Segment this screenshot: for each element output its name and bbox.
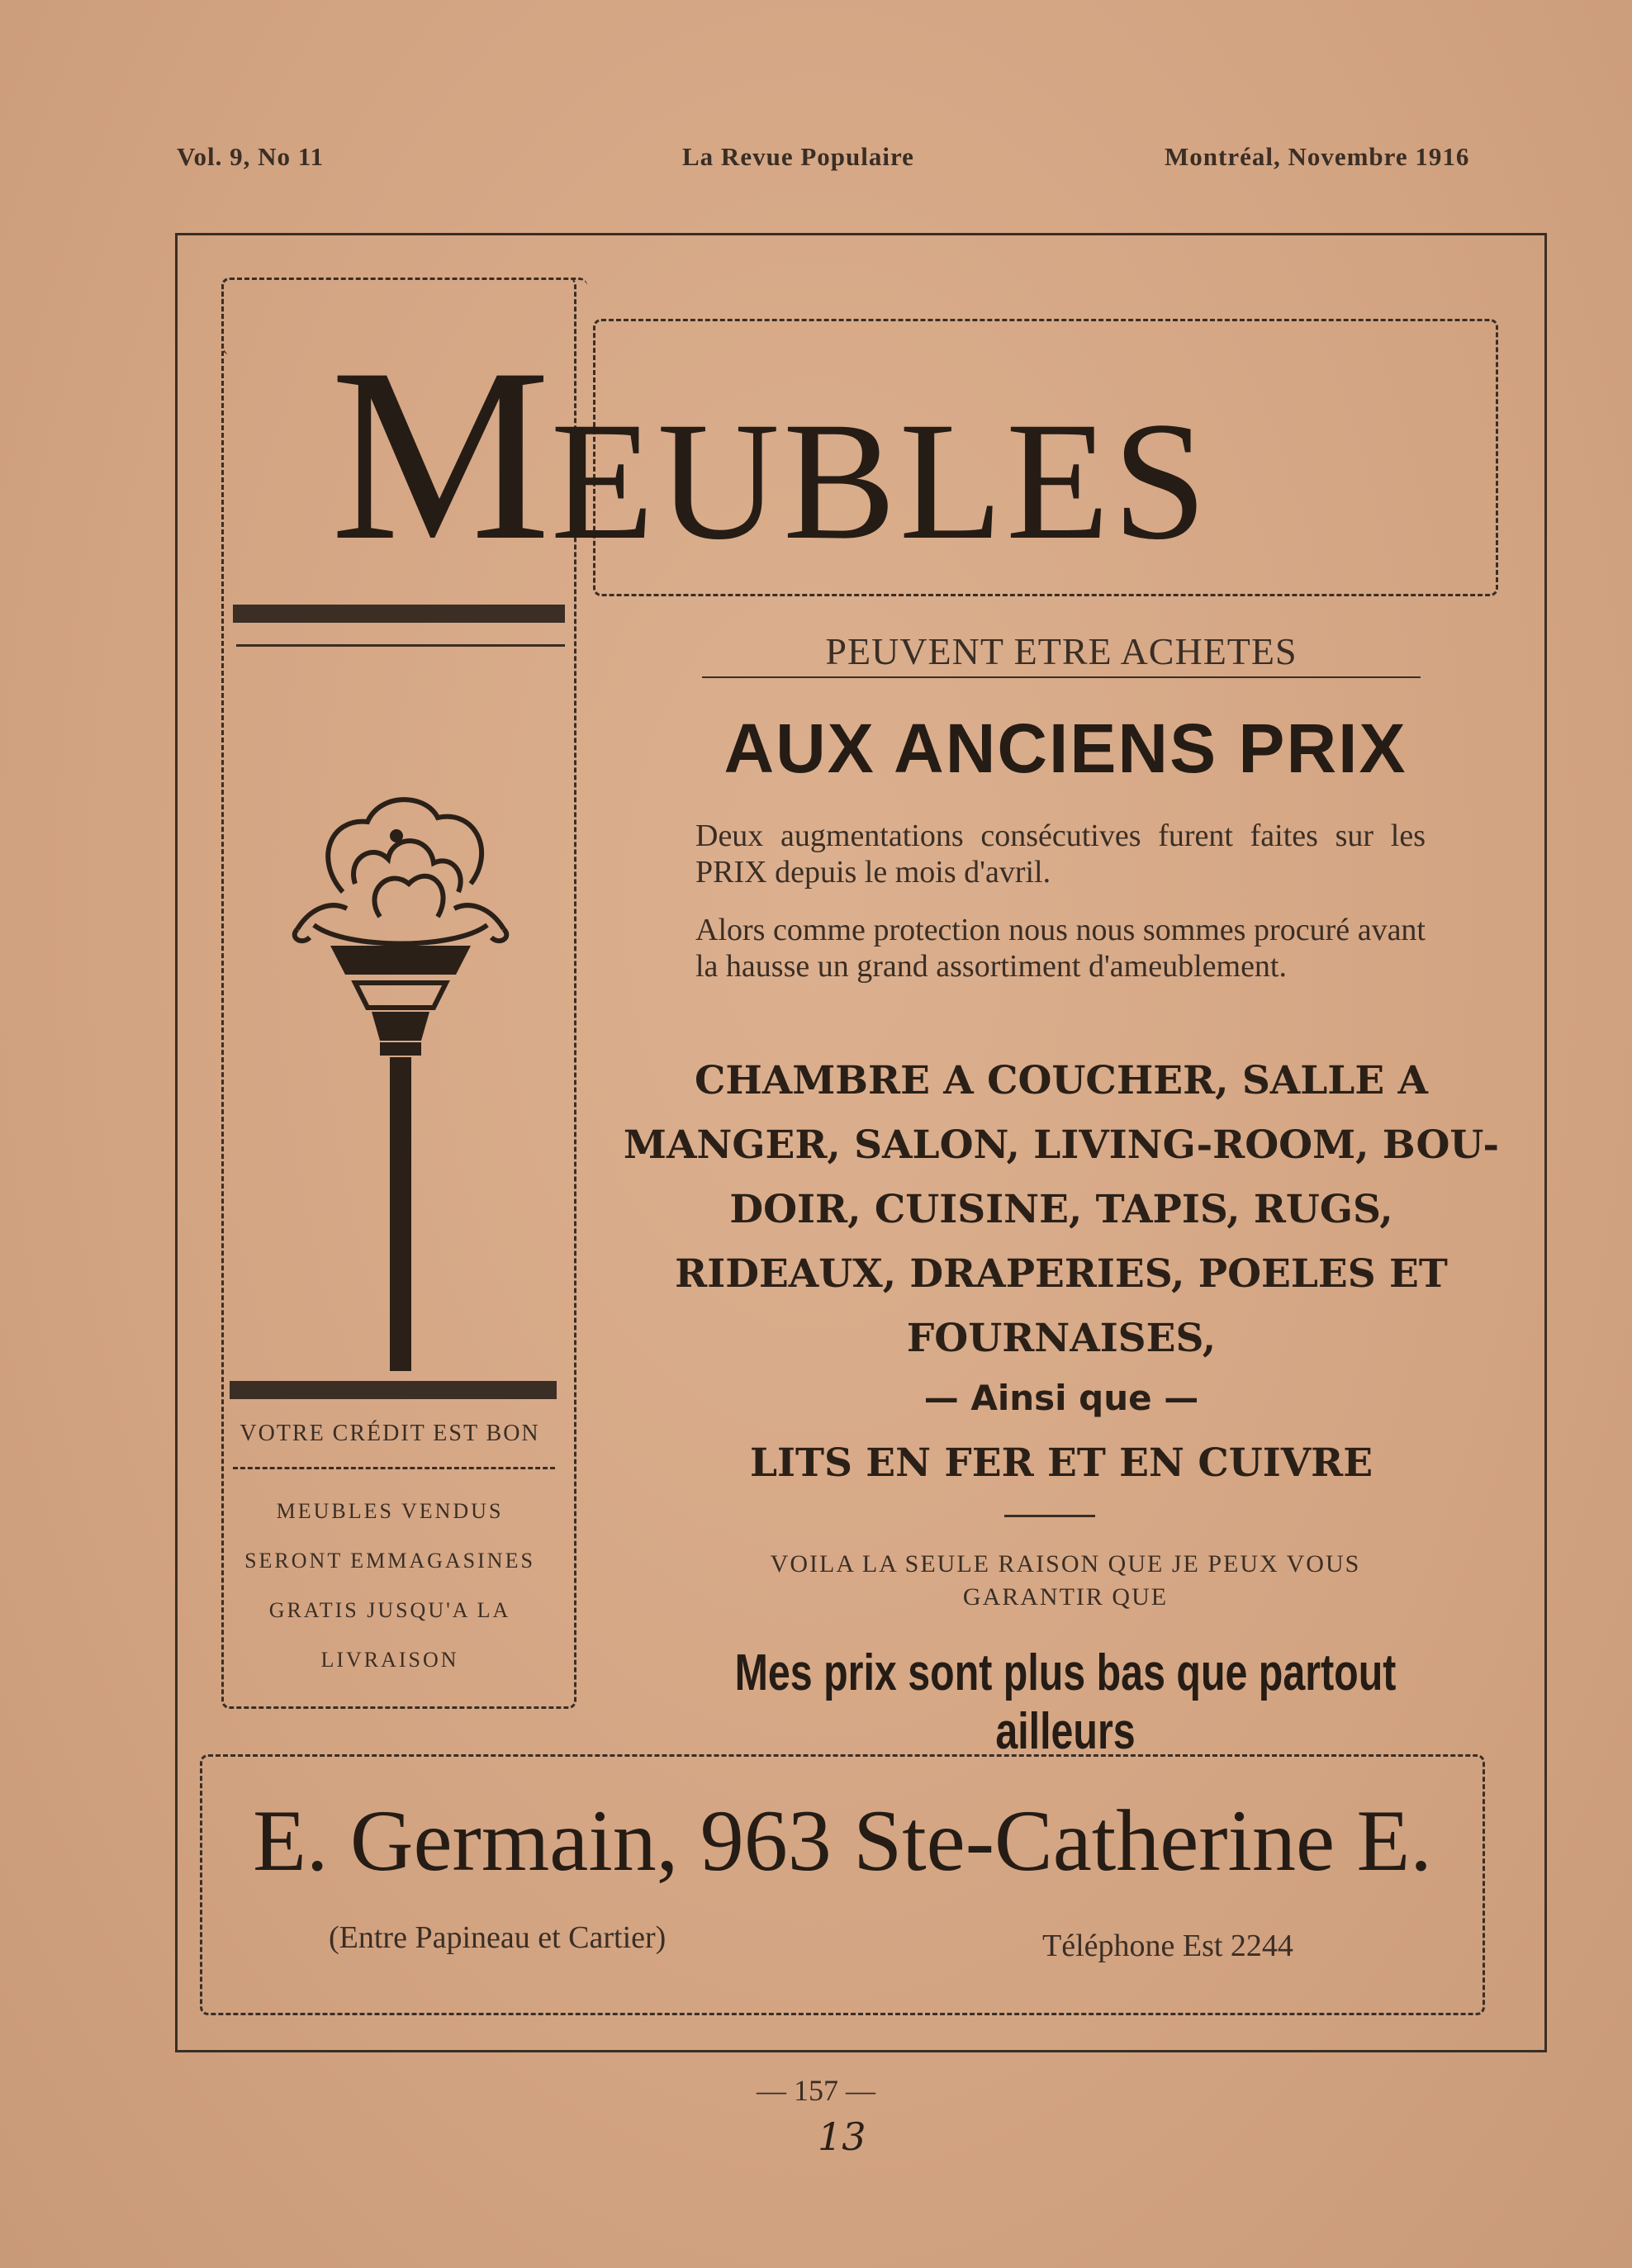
- paragraph-price-increase: Deux augmentations consécutives furent faites sur les PRIX depuis le mois d'avril.: [695, 818, 1426, 890]
- storage-line: GRATIS JUSQU'A LA: [268, 1598, 511, 1622]
- page-number: — 157 —: [757, 2074, 875, 2107]
- guarantee-line: GARANTIR QUE: [962, 1583, 1169, 1611]
- storage-line: SERONT EMMAGASINES: [244, 1549, 535, 1573]
- title-rest: EUBLES: [550, 387, 1211, 575]
- place-date: Montréal, Novembre 1916: [1165, 142, 1470, 171]
- product-line: MANGER, SALON, LIVING-ROOM, BOU-: [623, 1122, 1500, 1168]
- headline: AUX ANCIENS PRIX: [723, 709, 1407, 787]
- merchant-address: E. Germain, 963 Ste-Catherine E.: [253, 1792, 1432, 1889]
- handwritten-number: 13: [818, 2114, 866, 2159]
- product-line: CHAMBRE A COUCHER, SALLE A: [694, 1058, 1429, 1103]
- price-claim: Mes prix sont plus bas que partout ailleurs: [734, 1644, 1397, 1760]
- product-line: RIDEAUX, DRAPERIES, POELES ET: [675, 1251, 1448, 1297]
- volume-number: Vol. 9, No 11: [177, 142, 325, 171]
- product-line: FOURNAISES,: [906, 1316, 1217, 1361]
- storage-line: MEUBLES VENDUS: [276, 1499, 504, 1523]
- product-list: [611, 1049, 1511, 1371]
- title-initial: M: [330, 317, 551, 591]
- short-divider: [1004, 1515, 1095, 1517]
- storage-notice: [221, 1487, 558, 1685]
- lamp-icon: [264, 785, 537, 1388]
- title-underline-bar: [233, 605, 565, 623]
- product-line: DOIR, CUISINE, TAPIS, RUGS,: [729, 1187, 1393, 1232]
- page-title: [330, 317, 1211, 591]
- guarantee-text: [628, 1548, 1503, 1614]
- guarantee-line: VOILA LA SEULE RAISON QUE JE PEUX VOUS: [770, 1550, 1361, 1578]
- paragraph-protection: Alors comme protection nous nous sommes procuré avant la hausse un grand assortiment d'ameublement.: [695, 913, 1426, 984]
- beds-line: LITS EN FER ET EN CUIVRE: [749, 1440, 1373, 1486]
- lamp-base-bar: [230, 1381, 557, 1399]
- title-underline-rule: [236, 644, 565, 647]
- subtitle: PEUVENT ETRE ACHETES: [702, 629, 1421, 678]
- magazine-name: La Revue Populaire: [682, 142, 914, 171]
- credit-divider: [233, 1467, 555, 1469]
- storage-line: LIVRAISON: [320, 1648, 459, 1672]
- location-note: (Entre Papineau et Cartier): [329, 1920, 667, 1955]
- ainsi-que: — Ainsi que —: [923, 1378, 1199, 1418]
- credit-notice: VOTRE CRÉDIT EST BON: [240, 1421, 540, 1446]
- telephone: Téléphone Est 2244: [1042, 1929, 1293, 1963]
